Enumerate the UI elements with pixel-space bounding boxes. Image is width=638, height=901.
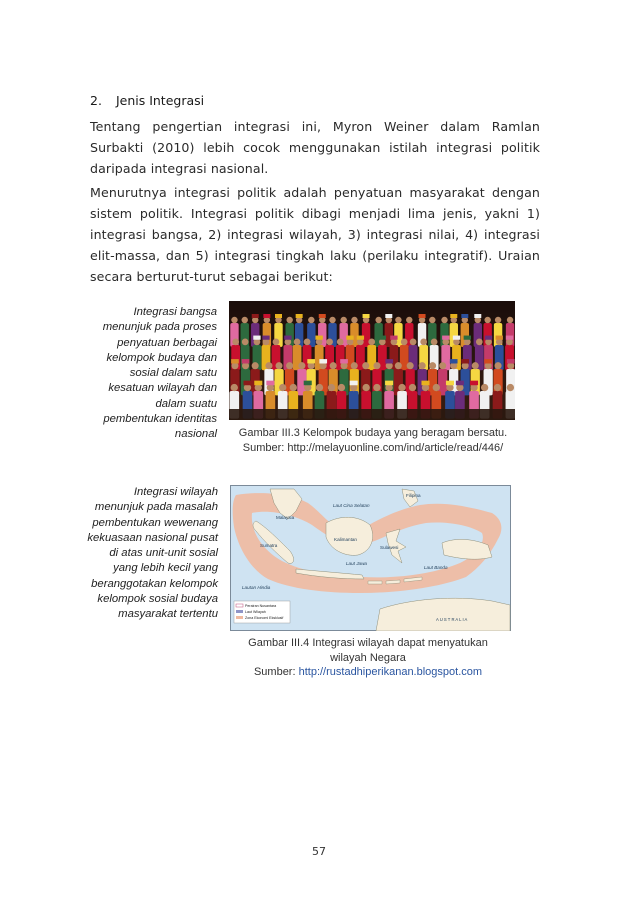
legend-perairan-nusantara: Perairan Nusantara [245, 604, 277, 608]
map-label-lautan-hindia: Lautan Hindia [242, 585, 271, 590]
indonesia-territory-map [230, 485, 511, 631]
figure-4-caption-title: Gambar III.4 Integrasi wilayah dapat menyatukan [248, 637, 488, 649]
map-label-malaysia: Malaysia [276, 515, 295, 520]
map-label-sumatra: Sumatra [260, 543, 278, 548]
figure-3-caption-source: Sumber: http://melayuonline.com/ind/article/read/446/ [242, 441, 504, 454]
figure-4-source-prefix: Sumber: [253, 666, 299, 678]
map-label-laut-banda: Laut Banda [424, 565, 448, 570]
paragraph-1: Tentang pengertian integrasi ini, Myron Weiner dalam Ramlan Surbakti (2010) lebih cocok menggunakan istilah integrasi politik daripada integrasi nasional. [90, 119, 540, 176]
map-label-laut-cina-selatan: Laut Cina Selatan [333, 503, 370, 508]
map-label-filipina: Filipina [406, 493, 421, 498]
cultural-groups-photo [229, 301, 515, 420]
legend-zona-ekonomi-eksklusif: Zona Ekonomi Eksklusif [245, 616, 284, 620]
figure-4-source-link[interactable]: http://rustadhiperikanan.blogspot.com [298, 666, 483, 678]
map-label-kalimantan: Kalimantan [334, 537, 357, 542]
page-number: 57 [312, 845, 326, 858]
figure-4-caption-title-cont: wilayah Negara [330, 651, 406, 664]
figure-4-caption [233, 636, 503, 680]
map-label-laut-jawa: Laut Jawa [346, 561, 367, 566]
side-note-integrasi-bangsa: Integrasi bangsa menunjuk pada proses penyatuan berbagai kelompok budaya dan sosial dalam satu kesatuan wilayah dan dalam suatu pembentukan identitas nasional [102, 306, 217, 441]
section-number: 2. [90, 93, 102, 108]
section-heading [90, 93, 204, 108]
figure-3-caption [228, 426, 518, 455]
map-label-sulawesi: Sulawesi [380, 545, 399, 550]
map-legend [234, 601, 290, 623]
section-title: Jenis Integrasi [115, 93, 205, 108]
legend-laut-wilayah: Laut Wilayah [245, 610, 266, 614]
figure-4-caption-source [233, 665, 503, 680]
figure-3-caption-title: Gambar III.3 Kelompok budaya yang beragam bersatu. [238, 427, 508, 439]
map-label-australia: A U S T R A L I A [436, 617, 468, 622]
paragraph-2: Menurutnya integrasi politik adalah penyatuan masyarakat dengan sistem politik. Integrasi politik dibagi menjadi lima jenis, yakni 1) integrasi bangsa, 2) integrasi wilayah, 3) integrasi nilai, 4) integrasi elit-massa, dan 5) integrasi tingkah laku (perilaku integratif). Uraian secara berturut-turut sebagai berikut: [90, 185, 540, 284]
side-note-integrasi-wilayah: Integrasi wilayah menunjuk pada masalah pembentukan wewenang kekuasaan nasional pusat di atas unit-unit sosial yang lebih kecil yang beranggotakan kelompok kelompok sosial budaya masyarakat tertentu [87, 486, 218, 621]
